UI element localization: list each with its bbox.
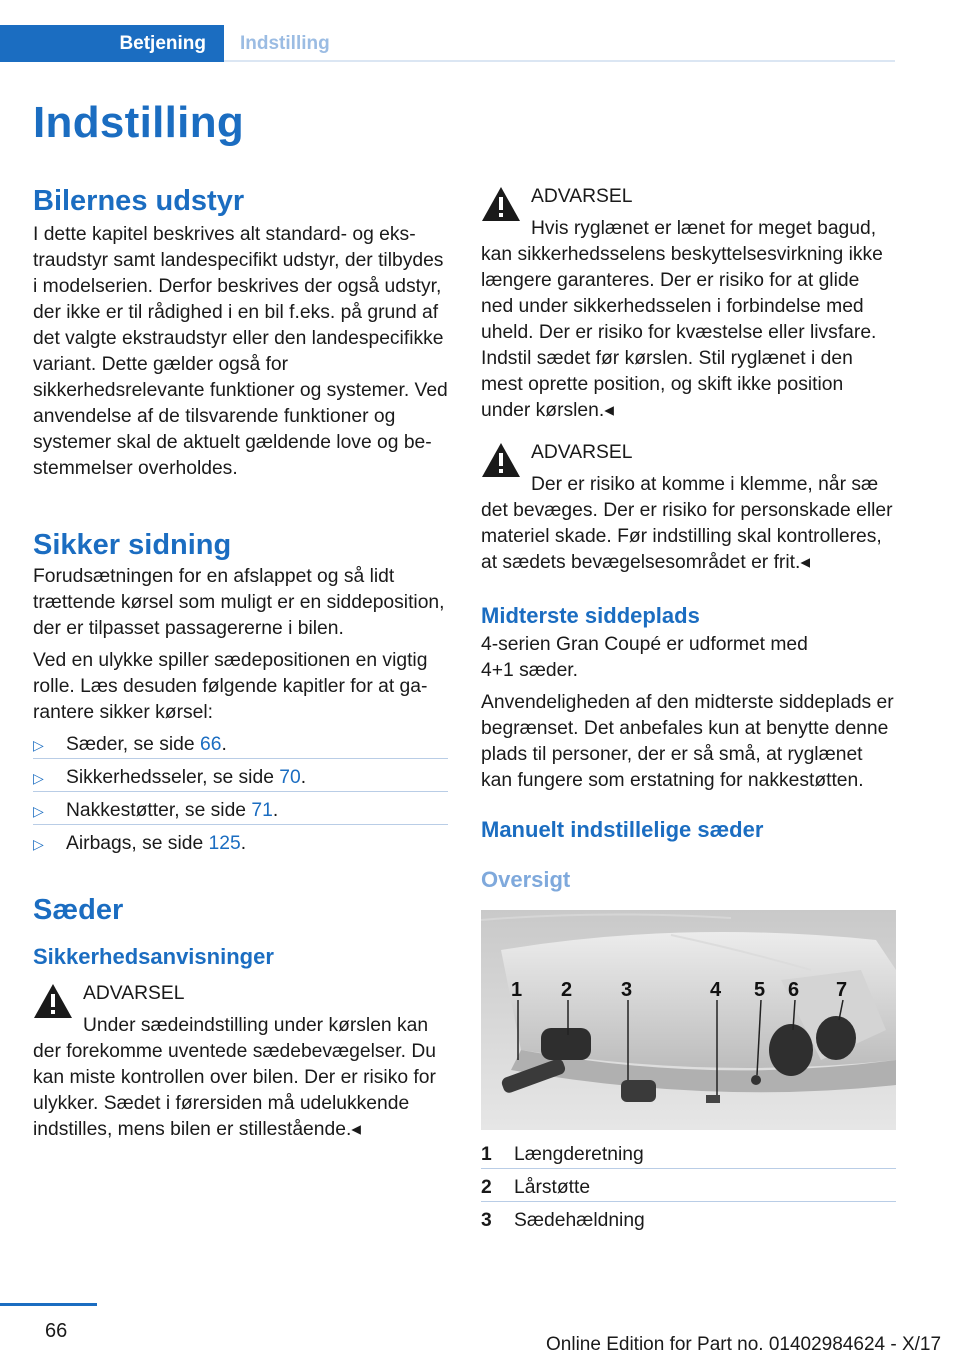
paragraph-bilernes-udstyr: I dette kapitel beskrives alt standard- og ekstraudstyr samt landespecifikt udstyr, der tilbydes i modelserien. Derfor beskrives der også udstyr, der ikke er til rådighed i en bil f.eks. på grund af det valgte ekstraudstyr eller den landespecifikke variant. Dette gælder også for sikkerhedsrelevante funktioner og systemer. Ved anvendelse af de tilsvarende funktioner og systemer skal de aktuelt gældende love og bestemmelser overholdes. — [33, 224, 448, 479]
list-item: ▷ Sikkerhedsseler, se side 70. — [33, 765, 448, 792]
page-link[interactable]: 66 — [199, 734, 222, 755]
seat-illustration — [481, 910, 896, 1130]
list-item: ▷ Nakkestøtter, se side 71. — [33, 798, 448, 825]
warning-heading: ADVARSEL — [531, 442, 633, 463]
page-link[interactable]: 125 — [208, 833, 241, 854]
heading-oversigt: Oversigt — [481, 867, 571, 892]
warning-block — [481, 184, 896, 424]
right-column — [481, 184, 896, 1240]
footer-rule — [0, 1303, 97, 1306]
warning-heading: ADVARSEL — [83, 983, 185, 1004]
warning-heading: ADVARSEL — [531, 186, 633, 207]
warning-text: kan sikkerhedsselens beskyttelsesvirkning ikke længere garanteres. Der er risiko for at glide ned under sikkerhedsselen i forbindelse med uheld. Der er risiko for kvæstelse eller livsfare. Indstil sædet før kørslen. Stil ryglænet i den mest oprette position, og skift ikke position under kørslen.◂ — [481, 244, 883, 421]
tab-indstilling[interactable]: Indstilling — [240, 32, 330, 54]
page-link[interactable]: 71 — [251, 800, 273, 821]
warning-text-first-line: Under sædeindstilling under kørslen kan — [83, 1015, 429, 1036]
legend-row — [481, 1142, 896, 1169]
tab-betjening[interactable]: Betjening — [0, 25, 224, 62]
paragraph-midterste-2: Anvendeligheden af den midterste siddeplads er begrænset. Det anbefales kun at benytte denne plads til personer, der er så små, at ryglænet kan fungere som erstatning for nakkestøtten. — [481, 692, 894, 791]
chapter-list — [33, 732, 448, 857]
list-item: ▷ Sæder, se side 66. — [33, 732, 448, 759]
image-legend — [481, 1142, 896, 1234]
legend-number: 3 — [481, 1210, 492, 1231]
heading-sikker-sidning: Sikker sidning — [33, 529, 232, 561]
triangle-bullet-icon: ▷ — [33, 737, 44, 753]
warning-text-first-line: Der er risiko at komme i klemme, når sæ — [531, 474, 879, 495]
callout-label: 1 — [511, 979, 523, 1001]
callout-label: 4 — [710, 979, 722, 1001]
warning-text: det bevæges. Der er risiko for personskade eller materiel skade. Før indstilling skal kontrolleres, at sædets bevægelsesområdet er frit.◂ — [481, 500, 893, 573]
seat-controls-image — [481, 910, 896, 1130]
warning-triangle-icon — [33, 983, 73, 1019]
callout-label: 5 — [754, 979, 766, 1001]
list-item: ▷ Airbags, se side 125. — [33, 831, 448, 857]
warning-triangle-icon — [481, 442, 521, 478]
paragraph-sikker-1: Forudsætningen for en afslappet og så lidt trættende kørsel som muligt er en siddeposition, der er tilpasset passagererne i bilen. — [33, 566, 445, 639]
legend-label: Længderetning — [514, 1144, 644, 1165]
triangle-bullet-icon: ▷ — [33, 836, 44, 852]
triangle-bullet-icon: ▷ — [33, 803, 44, 819]
triangle-bullet-icon: ▷ — [33, 770, 44, 786]
callout-label: 3 — [621, 979, 633, 1001]
heading-saeder: Sæder — [33, 894, 124, 926]
heading-manuelt-indstillelige: Manuelt indstillelige sæder — [481, 817, 764, 842]
legend-number: 1 — [481, 1144, 492, 1165]
left-column — [33, 184, 448, 1143]
heading-midterste-siddeplads: Midterste siddeplads — [481, 603, 700, 628]
page-number: 66 — [45, 1320, 68, 1342]
warning-block — [481, 440, 896, 576]
legend-row — [481, 1175, 896, 1202]
warning-text: der forekomme uventede sædebevægelser. Du kan miste kontrollen over bilen. Der er risiko for ulykker. Sædet i førersiden må udelukkende indstilles, mens bilen er stillestående.◂ — [33, 1041, 436, 1140]
legend-row — [481, 1208, 896, 1234]
page-link[interactable]: 70 — [279, 767, 301, 788]
legend-label: Sædehældning — [514, 1210, 645, 1231]
heading-bilernes-udstyr: Bilernes udstyr — [33, 185, 245, 217]
warning-triangle-icon — [481, 186, 521, 222]
callout-label: 6 — [788, 979, 800, 1001]
heading-sikkerhedsanvisninger: Sikkerhedsanvisninger — [33, 944, 274, 969]
paragraph-midterste-1: 4-serien Gran Coupé er udformet med 4+1 sæder. — [481, 634, 808, 681]
paragraph-sikker-2: Ved en ulykke spiller sædepositionen en vigtig rolle. Læs desuden følgende kapitler for at garantere sikker kørsel: — [33, 650, 428, 723]
page-header — [0, 25, 895, 61]
edition-note: Online Edition for Part no. 01402984624 - X/17 — [546, 1334, 942, 1355]
legend-number: 2 — [481, 1177, 492, 1198]
callout-label: 7 — [836, 979, 848, 1001]
warning-text-first-line: Hvis ryglænet er lænet for meget bagud, — [531, 218, 877, 239]
callout-label: 2 — [561, 979, 573, 1001]
page-title: Indstilling — [33, 98, 245, 147]
legend-label: Lårstøtte — [514, 1177, 591, 1198]
warning-block — [33, 981, 448, 1143]
